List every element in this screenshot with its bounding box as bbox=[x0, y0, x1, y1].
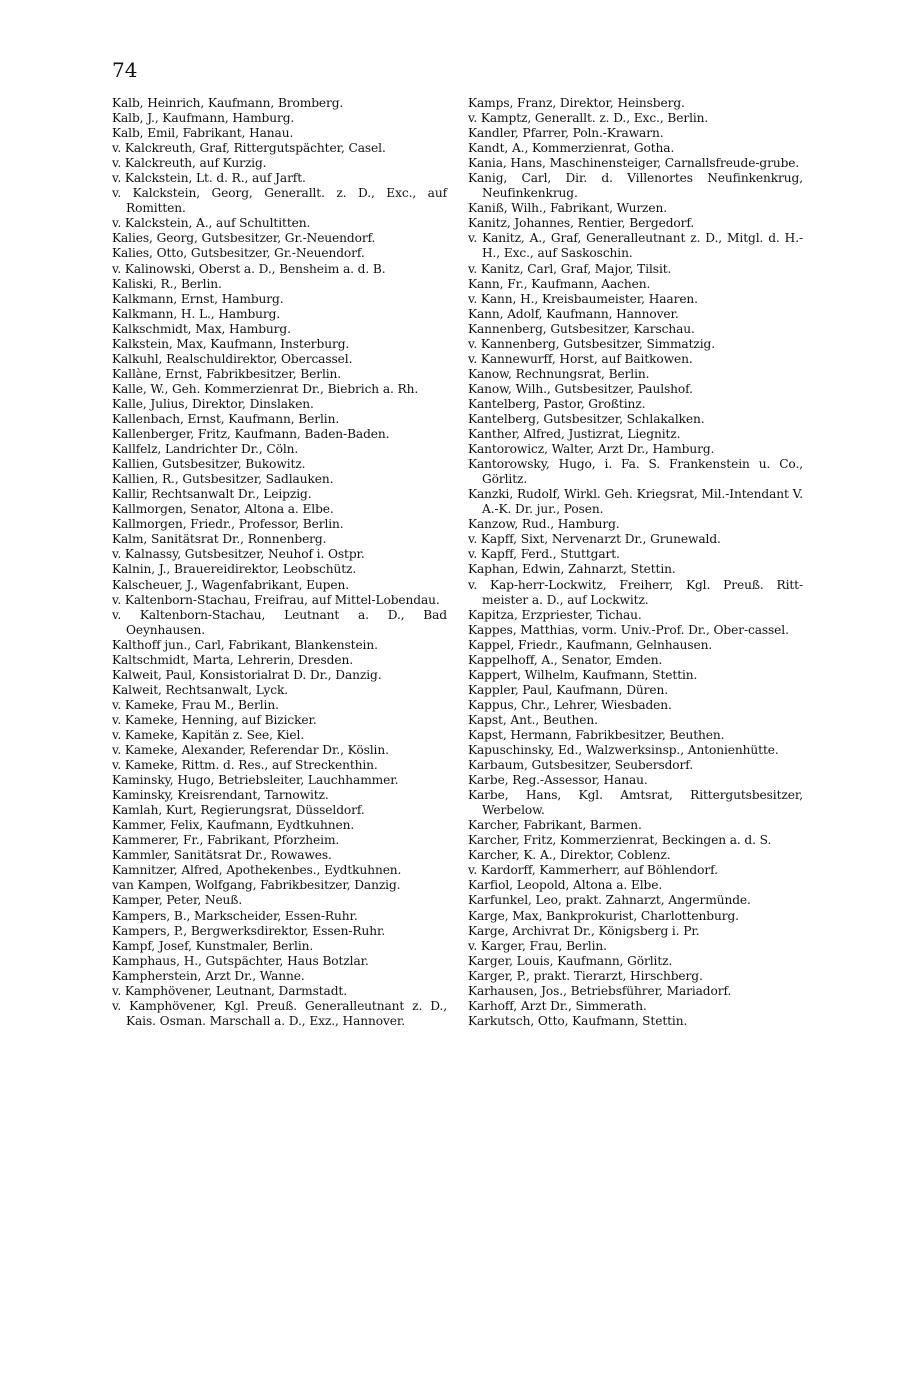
directory-entry: Kanow, Rechnungsrat, Berlin. bbox=[468, 366, 650, 381]
directory-entry: Kaliski, R., Berlin. bbox=[112, 276, 222, 291]
directory-entry: Kapitza, Erzpriester, Tichau. bbox=[468, 607, 642, 622]
directory-entry: Karge, Max, Bankprokurist, Charlottenburg. bbox=[468, 908, 739, 923]
directory-entry: Kappes, Matthias, vorm. Univ.-Prof. Dr., Ober-cassel. bbox=[468, 622, 789, 637]
directory-entry: Kalle, W., Geh. Kommerzienrat Dr., Biebrich a. Rh. bbox=[112, 381, 419, 396]
directory-entry: v. Kamphövener, Leutnant, Darmstadt. bbox=[112, 983, 347, 998]
directory-entry: Karhausen, Jos., Betriebsführer, Mariadorf. bbox=[468, 983, 732, 998]
directory-entry: Karhoff, Arzt Dr., Simmerath. bbox=[468, 998, 647, 1013]
directory-entry: v. Kameke, Alexander, Referendar Dr., Köslin. bbox=[112, 743, 389, 758]
directory-entry: Kaltschmidt, Marta, Lehrerin, Dresden. bbox=[112, 652, 353, 667]
right-column bbox=[468, 96, 803, 1029]
directory-entry: v. Kaltenborn-Stachau, Leutnant a. D., Bad Oeynhausen. bbox=[112, 607, 447, 637]
directory-entry: Kalb, J., Kaufmann, Hamburg. bbox=[112, 111, 295, 126]
directory-entry: Karcher, Fritz, Kommerzienrat, Beckingen a. d. S. bbox=[468, 833, 772, 848]
directory-entry: Kannenberg, Gutsbesitzer, Karschau. bbox=[468, 321, 695, 336]
directory-entry: Karger, P., prakt. Tierarzt, Hirschberg. bbox=[468, 968, 703, 983]
directory-entry: v. Kalckreuth, Graf, Rittergutspächter, Casel. bbox=[112, 141, 386, 156]
directory-entry: Kalweit, Paul, Konsistorialrat D. Dr., Danzig. bbox=[112, 667, 382, 682]
directory-entry: v. Kamphövener, Kgl. Preuß. Generalleutnant z. D., Kais. Osman. Marschall a. D., Exz., Hannover. bbox=[112, 998, 447, 1028]
directory-entry: Karkutsch, Otto, Kaufmann, Stettin. bbox=[468, 1013, 688, 1028]
directory-entry: Kamphaus, H., Gutspächter, Haus Botzlar. bbox=[112, 953, 369, 968]
directory-entry: Kalkstein, Max, Kaufmann, Insterburg. bbox=[112, 336, 350, 351]
directory-entry: Kania, Hans, Maschinensteiger, Carnallsfreude-grube. bbox=[468, 156, 800, 171]
directory-entry: Kalb, Emil, Fabrikant, Hanau. bbox=[112, 126, 294, 141]
directory-entry: Kaminsky, Kreisrendant, Tarnowitz. bbox=[112, 788, 329, 803]
directory-entry: Kamper, Peter, Neuß. bbox=[112, 893, 243, 908]
directory-entry: Kapst, Hermann, Fabrikbesitzer, Beuthen. bbox=[468, 727, 725, 742]
directory-entry: Kanzow, Rud., Hamburg. bbox=[468, 517, 620, 532]
directory-entry: v. Kannewurff, Horst, auf Baitkowen. bbox=[468, 351, 693, 366]
directory-entry: Kanther, Alfred, Justizrat, Liegnitz. bbox=[468, 427, 681, 442]
directory-entry: v. Kalckreuth, auf Kurzig. bbox=[112, 156, 267, 171]
directory-entry: Kallmorgen, Friedr., Professor, Berlin. bbox=[112, 517, 344, 532]
directory-entry: Kampers, P., Bergwerksdirektor, Essen-Ruhr. bbox=[112, 923, 386, 938]
directory-entry: v. Kann, H., Kreisbaumeister, Haaren. bbox=[468, 291, 698, 306]
directory-entry: v. Karger, Frau, Berlin. bbox=[468, 938, 607, 953]
directory-entry: Karcher, Fabrikant, Barmen. bbox=[468, 818, 642, 833]
page-number: 74 bbox=[112, 58, 138, 82]
directory-entry: Karbe, Reg.-Assessor, Hanau. bbox=[468, 773, 648, 788]
directory-entry: Kaminsky, Hugo, Betriebsleiter, Lauchhammer. bbox=[112, 773, 399, 788]
directory-entry: v. Kanitz, Carl, Graf, Major, Tilsit. bbox=[468, 261, 672, 276]
directory-entry: Kamnitzer, Alfred, Apothekenbes., Eydtkuhnen. bbox=[112, 863, 402, 878]
directory-entry: Karbe, Hans, Kgl. Amtsrat, Rittergutsbesitzer, Werbelow. bbox=[468, 788, 803, 818]
directory-entry: v. Kameke, Kapitän z. See, Kiel. bbox=[112, 727, 305, 742]
directory-entry: Kanow, Wilh., Gutsbesitzer, Paulshof. bbox=[468, 381, 693, 396]
directory-entry: Kaphan, Edwin, Zahnarzt, Stettin. bbox=[468, 562, 676, 577]
directory-entry: Kallir, Rechtsanwalt Dr., Leipzig. bbox=[112, 487, 312, 502]
directory-entry: Kammer, Felix, Kaufmann, Eydtkuhnen. bbox=[112, 818, 355, 833]
directory-entry: Kantorowsky, Hugo, i. Fa. S. Frankenstein u. Co., Görlitz. bbox=[468, 457, 803, 487]
directory-entry: Kalb, Heinrich, Kaufmann, Bromberg. bbox=[112, 96, 344, 110]
directory-entry: Kallien, Gutsbesitzer, Bukowitz. bbox=[112, 457, 306, 472]
directory-entry: Kann, Adolf, Kaufmann, Hannover. bbox=[468, 306, 679, 321]
directory-entry: v. Kanitz, A., Graf, Generalleutnant z. D., Mitgl. d. H.-H., Exc., auf Saskoschin. bbox=[468, 231, 803, 261]
directory-entry: v. Kalinowski, Oberst a. D., Bensheim a. d. B. bbox=[112, 261, 386, 276]
directory-entry: Karge, Archivrat Dr., Königsberg i. Pr. bbox=[468, 923, 700, 938]
directory-entry: Kammler, Sanitätsrat Dr., Rowawes. bbox=[112, 848, 332, 863]
directory-entry: Karfunkel, Leo, prakt. Zahnarzt, Angermünde. bbox=[468, 893, 751, 908]
directory-entry: Kanig, Carl, Dir. d. Villenortes Neufinkenkrug, Neufinkenkrug. bbox=[468, 171, 803, 201]
directory-entry: Kandler, Pfarrer, Poln.-Krawarn. bbox=[468, 126, 664, 141]
directory-entry: Kappus, Chr., Lehrer, Wiesbaden. bbox=[468, 697, 672, 712]
directory-entry: Kanzki, Rudolf, Wirkl. Geh. Kriegsrat, Mil.-Intendant V. A.-K. Dr. jur., Posen. bbox=[468, 487, 803, 517]
directory-entry: Kappel, Friedr., Kaufmann, Gelnhausen. bbox=[468, 637, 713, 652]
directory-entry: Kallàne, Ernst, Fabrikbesitzer, Berlin. bbox=[112, 366, 342, 381]
directory-entry: Kantorowicz, Walter, Arzt Dr., Hamburg. bbox=[468, 442, 715, 457]
directory-entry: Karfiol, Leopold, Altona a. Elbe. bbox=[468, 878, 663, 893]
directory-entry: Kallfelz, Landrichter Dr., Cöln. bbox=[112, 442, 299, 457]
directory-entry: Kalnin, J., Brauereidirektor, Leobschütz. bbox=[112, 562, 357, 577]
directory-entry: v. Kalnassy, Gutsbesitzer, Neuhof i. Ostpr. bbox=[112, 547, 365, 562]
directory-entry: Kapst, Ant., Beuthen. bbox=[468, 712, 598, 727]
directory-entry: Kappelhoff, A., Senator, Emden. bbox=[468, 652, 663, 667]
directory-entry: v. Kardorff, Kammerherr, auf Böhlendorf. bbox=[468, 863, 718, 878]
directory-entry: Kalies, Georg, Gutsbesitzer, Gr.-Neuendorf. bbox=[112, 231, 376, 246]
directory-entry: Kampherstein, Arzt Dr., Wanne. bbox=[112, 968, 305, 983]
directory-entry: Kappert, Wilhelm, Kaufmann, Stettin. bbox=[468, 667, 698, 682]
directory-entry: Kapuschinsky, Ed., Walzwerksinsp., Antonienhütte. bbox=[468, 743, 779, 758]
directory-entry: v. Kaltenborn-Stachau, Freifrau, auf Mittel-Lobendau. bbox=[112, 592, 440, 607]
directory-entry: Kalies, Otto, Gutsbesitzer, Gr.-Neuendorf. bbox=[112, 246, 365, 261]
directory-entry: v. Kameke, Frau M., Berlin. bbox=[112, 697, 279, 712]
directory-entry: Kampers, B., Markscheider, Essen-Ruhr. bbox=[112, 908, 358, 923]
directory-entry: v. Kapff, Sixt, Nervenarzt Dr., Grunewald. bbox=[468, 532, 721, 547]
directory-entry: v. Kannenberg, Gutsbesitzer, Simmatzig. bbox=[468, 336, 715, 351]
directory-entry: Kann, Fr., Kaufmann, Aachen. bbox=[468, 276, 651, 291]
directory-entry: Kalweit, Rechtsanwalt, Lyck. bbox=[112, 682, 289, 697]
directory-entry: Kandt, A., Kommerzienrat, Gotha. bbox=[468, 141, 675, 156]
directory-entry: Kallien, R., Gutsbesitzer, Sadlauken. bbox=[112, 472, 334, 487]
directory-entry: v. Kalckstein, Lt. d. R., auf Jarft. bbox=[112, 171, 306, 186]
directory-entry: Kaniß, Wilh., Fabrikant, Wurzen. bbox=[468, 201, 668, 216]
directory-entry: Karger, Louis, Kaufmann, Görlitz. bbox=[468, 953, 673, 968]
directory-entry: Kallenbach, Ernst, Kaufmann, Berlin. bbox=[112, 411, 340, 426]
directory-entry: Kalthoff jun., Carl, Fabrikant, Blankenstein. bbox=[112, 637, 378, 652]
directory-entry: v. Kalckstein, A., auf Schultitten. bbox=[112, 216, 311, 231]
directory-entry: Kalkschmidt, Max, Hamburg. bbox=[112, 321, 291, 336]
directory-entry: v. Kalckstein, Georg, Generallt. z. D., Exc., auf Romitten. bbox=[112, 186, 447, 216]
directory-entry: Kammerer, Fr., Fabrikant, Pforzheim. bbox=[112, 833, 340, 848]
directory-entry: Karcher, K. A., Direktor, Coblenz. bbox=[468, 848, 671, 863]
directory-entry: Kallmorgen, Senator, Altona a. Elbe. bbox=[112, 502, 334, 517]
directory-entry: Kanitz, Johannes, Rentier, Bergedorf. bbox=[468, 216, 695, 231]
directory-entry: Kalkmann, H. L., Hamburg. bbox=[112, 306, 281, 321]
directory-entry: Karbaum, Gutsbesitzer, Seubersdorf. bbox=[468, 758, 694, 773]
directory-entry: Kantelberg, Pastor, Großtinz. bbox=[468, 396, 646, 411]
left-column bbox=[112, 96, 447, 1029]
directory-entry: Kampf, Josef, Kunstmaler, Berlin. bbox=[112, 938, 314, 953]
directory-entry: v. Kap-herr-Lockwitz, Freiherr, Kgl. Preuß. Ritt-meister a. D., auf Lockwitz. bbox=[468, 577, 803, 607]
directory-entry: v. Kameke, Rittm. d. Res., auf Streckenthin. bbox=[112, 758, 378, 773]
directory-entry: Kantelberg, Gutsbesitzer, Schlakalken. bbox=[468, 411, 705, 426]
directory-entry: Kalkmann, Ernst, Hamburg. bbox=[112, 291, 284, 306]
directory-entry: Kalm, Sanitätsrat Dr., Ronnenberg. bbox=[112, 532, 327, 547]
directory-entry: v. Kapff, Ferd., Stuttgart. bbox=[468, 547, 620, 562]
directory-entry: Kamlah, Kurt, Regierungsrat, Düsseldorf. bbox=[112, 803, 365, 818]
directory-entry: van Kampen, Wolfgang, Fabrikbesitzer, Danzig. bbox=[112, 878, 401, 893]
directory-entry: Kallenberger, Fritz, Kaufmann, Baden-Baden. bbox=[112, 427, 390, 442]
directory-entry: Kappler, Paul, Kaufmann, Düren. bbox=[468, 682, 669, 697]
directory-entry: Kalkuhl, Realschuldirektor, Obercassel. bbox=[112, 351, 353, 366]
directory-entry: v. Kameke, Henning, auf Bizicker. bbox=[112, 712, 317, 727]
directory-entry: v. Kamptz, Generallt. z. D., Exc., Berlin. bbox=[468, 111, 709, 126]
directory-entry: Kalle, Julius, Direktor, Dinslaken. bbox=[112, 396, 314, 411]
directory-entry: Kalscheuer, J., Wagenfabrikant, Eupen. bbox=[112, 577, 349, 592]
directory-entry: Kamps, Franz, Direktor, Heinsberg. bbox=[468, 96, 685, 110]
